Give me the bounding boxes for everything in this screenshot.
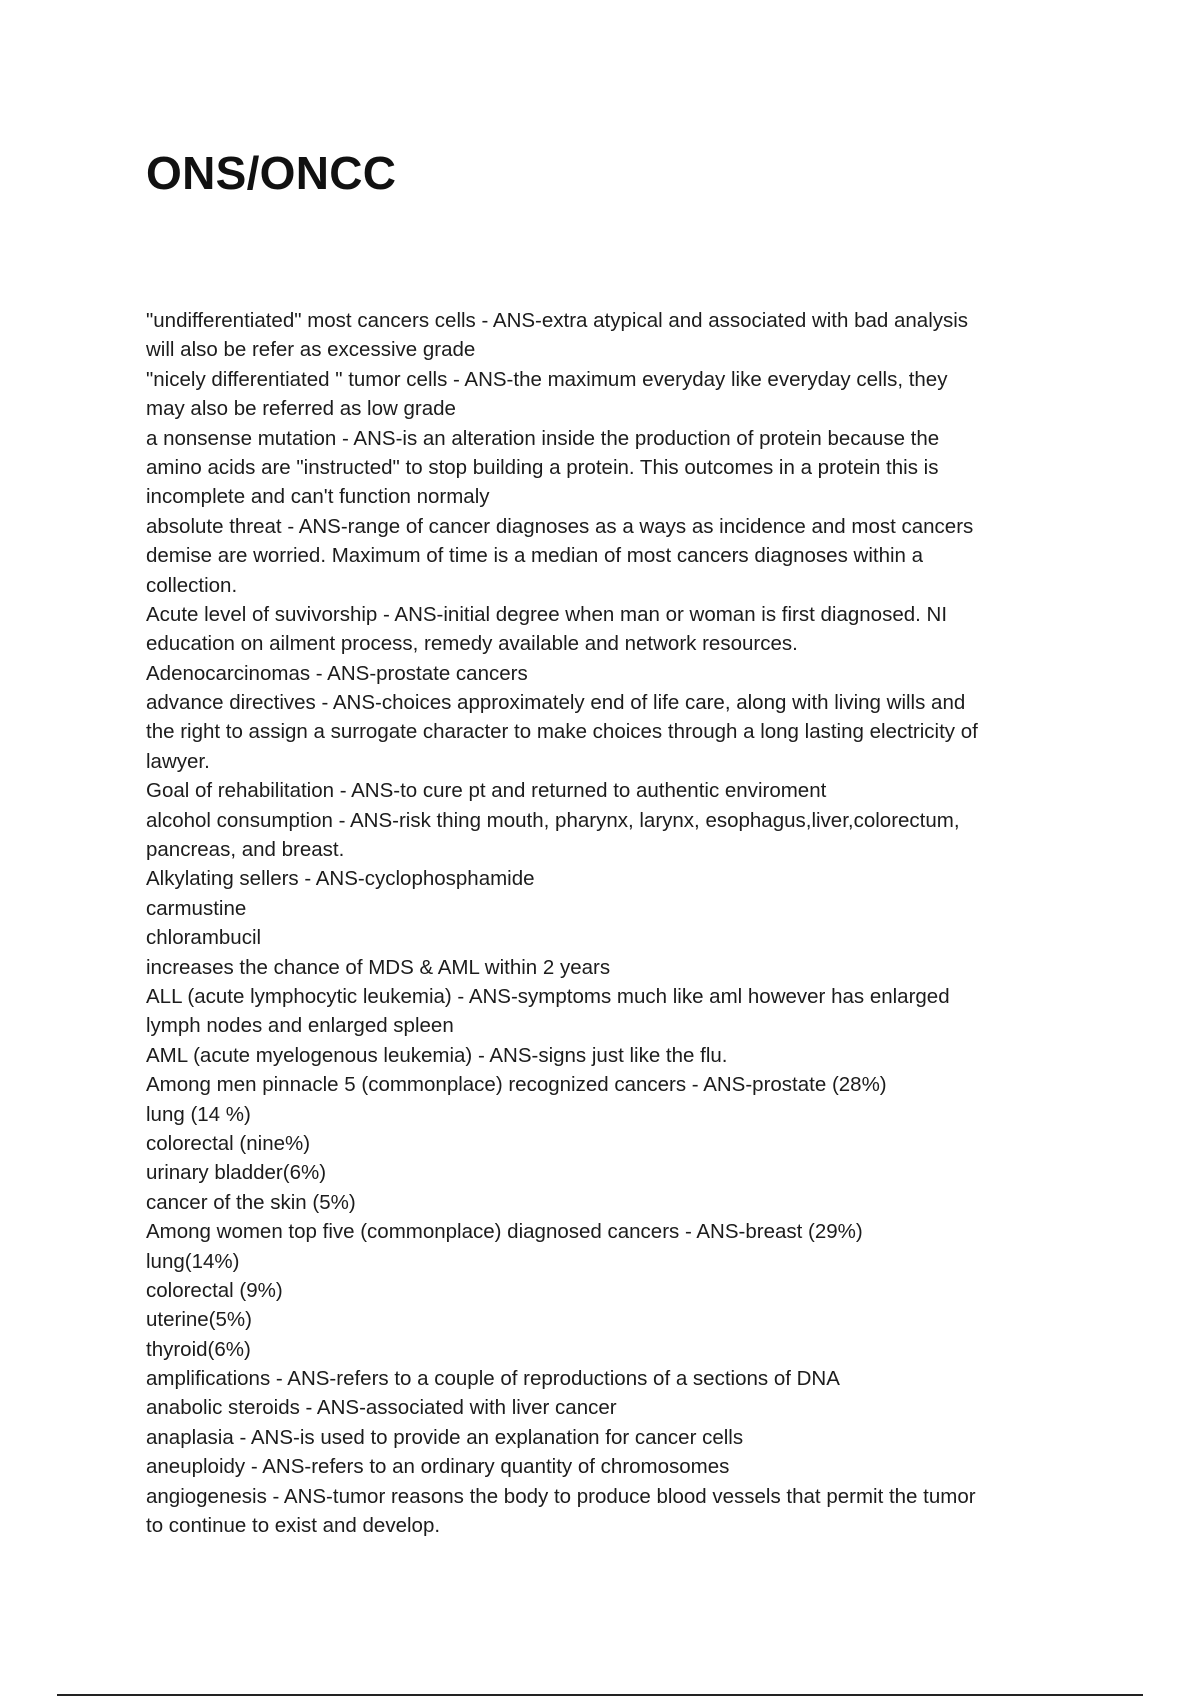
text-line: anaplasia - ANS-is used to provide an explanation for cancer cells — [146, 1425, 744, 1449]
text-line: incomplete and can't function normaly — [146, 485, 490, 509]
text-line: education on ailment process, remedy available and network resources. — [146, 632, 798, 656]
text-line: lung(14%) — [146, 1249, 240, 1273]
text-line: Adenocarcinomas - ANS-prostate cancers — [146, 661, 528, 685]
text-line: collection. — [146, 573, 238, 597]
text-line: pancreas, and breast. — [146, 838, 345, 862]
text-line: angiogenesis - ANS-tumor reasons the body to produce blood vessels that permit the tumor — [146, 1484, 976, 1508]
text-line: carmustine — [146, 896, 247, 920]
text-line: Among men pinnacle 5 (commonplace) recognized cancers - ANS-prostate (28%) — [146, 1073, 887, 1097]
text-line: colorectal (9%) — [146, 1278, 283, 1302]
text-line: Among women top five (commonplace) diagnosed cancers - ANS-breast (29%) — [146, 1220, 863, 1244]
text-line: may also be referred as low grade — [146, 397, 456, 421]
text-line: AML (acute myelogenous leukemia) - ANS-signs just like the flu. — [146, 1043, 728, 1067]
text-line: Alkylating sellers - ANS-cyclophosphamide — [146, 867, 535, 891]
text-line: Acute level of suvivorship - ANS-initial degree when man or woman is first diagnosed. NI — [146, 602, 948, 626]
text-line: to continue to exist and develop. — [146, 1514, 441, 1538]
page-title: ONS/ONCC — [146, 147, 397, 199]
text-line: advance directives - ANS-choices approximately end of life care, along with living wills and — [146, 691, 966, 715]
text-line: lawyer. — [146, 749, 210, 773]
text-line: thyroid(6%) — [146, 1337, 251, 1361]
text-line: will also be refer as excessive grade — [146, 338, 476, 362]
text-line: "undifferentiated" most cancers cells - ANS-extra atypical and associated with bad analysis — [146, 309, 969, 332]
body-text — [146, 306, 1066, 1540]
text-line: absolute threat - ANS-range of cancer diagnoses as a ways as incidence and most cancers — [146, 514, 974, 538]
text-line: the right to assign a surrogate character to make choices through a long lasting electricity of — [146, 720, 978, 744]
text-line: amplifications - ANS-refers to a couple of reproductions of a sections of DNA — [146, 1367, 840, 1391]
text-line: aneuploidy - ANS-refers to an ordinary quantity of chromosomes — [146, 1455, 730, 1479]
text-line: lymph nodes and enlarged spleen — [146, 1014, 454, 1038]
text-line: Goal of rehabilitation - ANS-to cure pt and returned to authentic enviroment — [146, 779, 827, 803]
text-line: cancer of the skin (5%) — [146, 1190, 356, 1214]
text-line: amino acids are "instructed" to stop building a protein. This outcomes in a protein this is — [146, 455, 939, 479]
text-line: anabolic steroids - ANS-associated with liver cancer — [146, 1396, 617, 1420]
text-line: colorectal (nine%) — [146, 1131, 311, 1155]
text-line: lung (14 %) — [146, 1102, 251, 1126]
text-line: "nicely differentiated " tumor cells - ANS-the maximum everyday like everyday cells, they — [146, 367, 948, 391]
text-line: demise are worried. Maximum of time is a median of most cancers diagnoses within a — [146, 544, 924, 568]
footer-divider — [57, 1694, 1143, 1696]
text-line: uterine(5%) — [146, 1308, 252, 1332]
text-line: urinary bladder(6%) — [146, 1161, 327, 1185]
text-line: chlorambucil — [146, 926, 262, 950]
text-line: a nonsense mutation - ANS-is an alteration inside the production of protein because the — [146, 426, 940, 450]
text-line: ALL (acute lymphocytic leukemia) - ANS-symptoms much like aml however has enlarged — [146, 984, 950, 1008]
text-line: alcohol consumption - ANS-risk thing mouth, pharynx, larynx, esophagus,liver,colorectum, — [146, 808, 960, 832]
text-line: increases the chance of MDS & AML within 2 years — [146, 955, 611, 979]
